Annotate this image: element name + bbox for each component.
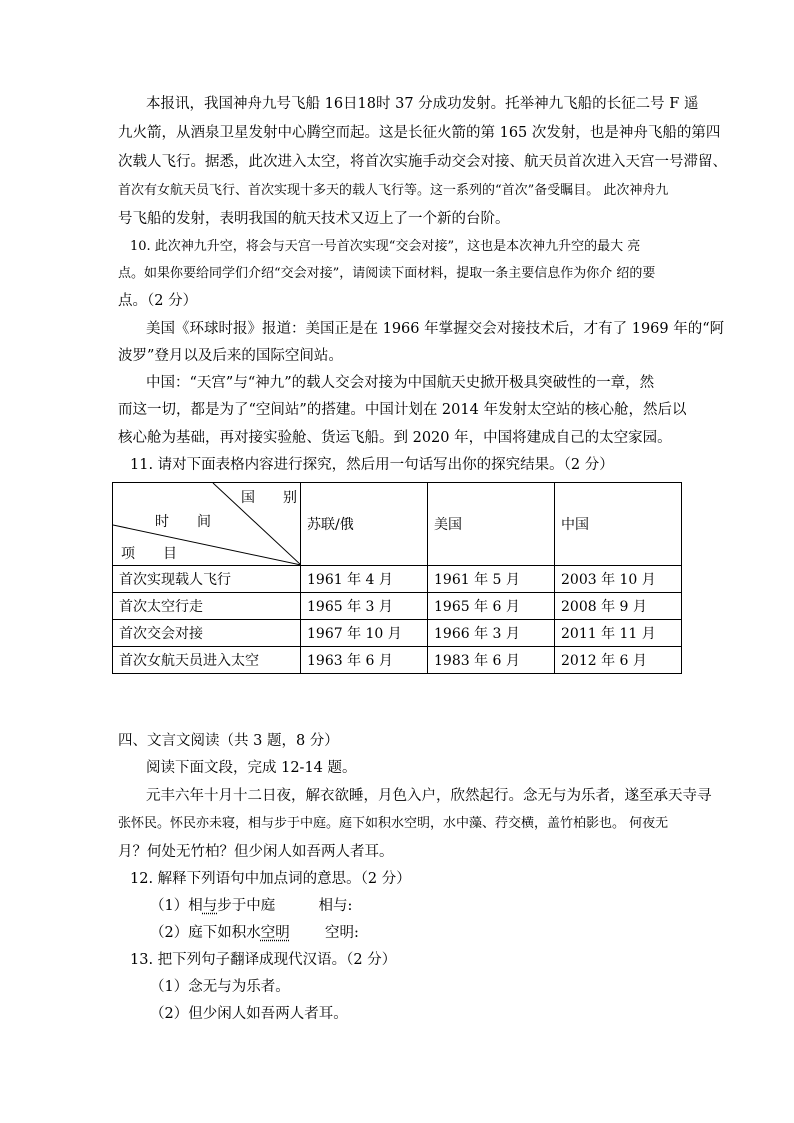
section4-heading: 四、文言文阅读（共 3 题，8 分）: [118, 733, 339, 749]
q12-item-2-dotted-word: 空明: [260, 925, 290, 941]
section4-instruction: 阅读下面文段，完成 12-14 题。: [146, 760, 357, 776]
classical-text-line-2: 张怀民。怀民亦未寝，相与步于中庭。庭下如积水空明，水中藻、荇交横，盖竹柏影也。 何夜无: [118, 816, 669, 831]
passage2-line-4: 而这一切，都是为了“空间站”的搭建。中国计划在 2014 年发射太空站的核心舱，然后以: [118, 402, 687, 418]
q13-prompt: 13. 把下列句子翻译成现代汉语。（2 分）: [130, 952, 397, 968]
q12-item-1-text-post: 步于中庭: [217, 898, 276, 914]
q12-item-2-text-pre: 庭下如积水: [188, 925, 261, 941]
table-row: [113, 566, 682, 593]
cell-ussr: 1963 年 6 月: [301, 647, 428, 674]
corner-label-item: 项 目: [121, 546, 177, 562]
cell-ussr: 1965 年 3 月: [301, 593, 428, 620]
cell-usa: 1966 年 3 月: [428, 620, 555, 647]
q10-line-2: 点。如果你要给同学们介绍“交会对接”，请阅读下面材料，提取一条主要信息作为你介 绍的要: [118, 266, 656, 281]
passage1-line-2: 九火箭，从酒泉卫星发射中心腾空而起。这是长征火箭的第 165 次发射，也是神舟飞船的第四: [118, 125, 721, 141]
q12-item-2-answer-label: 空明:: [324, 925, 359, 941]
q12-item-1-number: （1）: [150, 898, 189, 914]
q10-line-3: 点。（2 分）: [118, 293, 198, 309]
q11-prompt: 11. 请对下面表格内容进行探究，然后用一句话写出你的探究结果。（2 分）: [130, 457, 614, 473]
corner-label-time: 时 间: [155, 514, 211, 530]
row-item: 首次太空行走: [113, 593, 301, 620]
passage1-line-3: 次载人飞行。据悉，此次进入太空，将首次实施手动交会对接、航天员首次进入天宫一号滞留、: [118, 154, 727, 170]
cell-china: 2012 年 6 月: [555, 647, 682, 674]
corner-label-country: 国 别: [241, 490, 297, 506]
q12-item-2: [150, 923, 359, 943]
table-header-row: [113, 483, 682, 566]
q13-item-1: （1）念无与为乐者。: [150, 979, 290, 995]
q12-item-1-text-pre: 相: [188, 898, 203, 914]
classical-text-line-1: 元丰六年十月十二日夜，解衣欲睡，月色入户，欣然起行。念无与为乐者，遂至承天寺寻: [146, 788, 712, 804]
q12-item-2-number: （2）: [150, 925, 189, 941]
q12-prompt: 12. 解释下列语句中加点词的意思。（2 分）: [130, 871, 411, 887]
cell-china: 2003 年 10 月: [555, 566, 682, 593]
row-item: 首次交会对接: [113, 620, 301, 647]
column-header-usa: 美国: [428, 483, 555, 566]
passage1-line-5: 号飞船的发射，表明我国的航天技术又迈上了一个新的台阶。: [118, 211, 510, 227]
cell-china: 2008 年 9 月: [555, 593, 682, 620]
cell-usa: 1965 年 6 月: [428, 593, 555, 620]
cell-usa: 1983 年 6 月: [428, 647, 555, 674]
table-row: [113, 593, 682, 620]
cell-usa: 1961 年 5 月: [428, 566, 555, 593]
q13-item-2: （2）但少闲人如吾两人者耳。: [150, 1006, 348, 1022]
passage2-line-5: 核心舱为基础，再对接实验舱、货运飞船。到 2020 年，中国将建成自己的太空家园。: [118, 430, 672, 446]
classical-text-line-3: 月？何处无竹柏？但少闲人如吾两人者耳。: [118, 844, 394, 860]
cell-ussr: 1961 年 4 月: [301, 566, 428, 593]
table-row: [113, 647, 682, 674]
passage2-line-2: 波罗”登月以及后来的国际空间站。: [118, 348, 343, 364]
q10-line-1: 10. 此次神九升空，将会与天宫一号首次实现“交会对接”，这也是本次神九升空的最大 亮: [130, 239, 641, 254]
cell-ussr: 1967 年 10 月: [301, 620, 428, 647]
q12-item-1-dotted-word: 与: [202, 898, 218, 914]
column-header-ussr: 苏联/俄: [301, 483, 428, 566]
passage1-line-4: 首次有女航天员飞行、首次实现十多天的载人飞行等。这一系列的“首次”备受瞩目。 此次神舟九: [118, 183, 669, 198]
row-item: 首次实现载人飞行: [113, 566, 301, 593]
passage2-line-1: 美国《环球时报》报道：美国正是在 1966 年掌握交会对接技术后，才有了 1969 年的“阿: [146, 321, 725, 337]
table-row: [113, 620, 682, 647]
column-header-china: 中国: [555, 483, 682, 566]
cell-china: 2011 年 11 月: [555, 620, 682, 647]
passage1-line-1: 本报讯，我国神舟九号飞船 16日18时 37 分成功发射。托举神九飞船的长征二号 F 遥: [146, 96, 699, 112]
q12-item-1-answer-label: 相与:: [318, 898, 353, 914]
passage2-line-3: 中国：“天宫”与“神九”的载人交会对接为中国航天史掀开极具突破性的一章，然: [146, 375, 655, 391]
table-corner-cell: [113, 483, 301, 566]
q12-item-1: [150, 896, 352, 916]
space-milestones-table: [112, 482, 682, 674]
row-item: 首次女航天员进入太空: [113, 647, 301, 674]
